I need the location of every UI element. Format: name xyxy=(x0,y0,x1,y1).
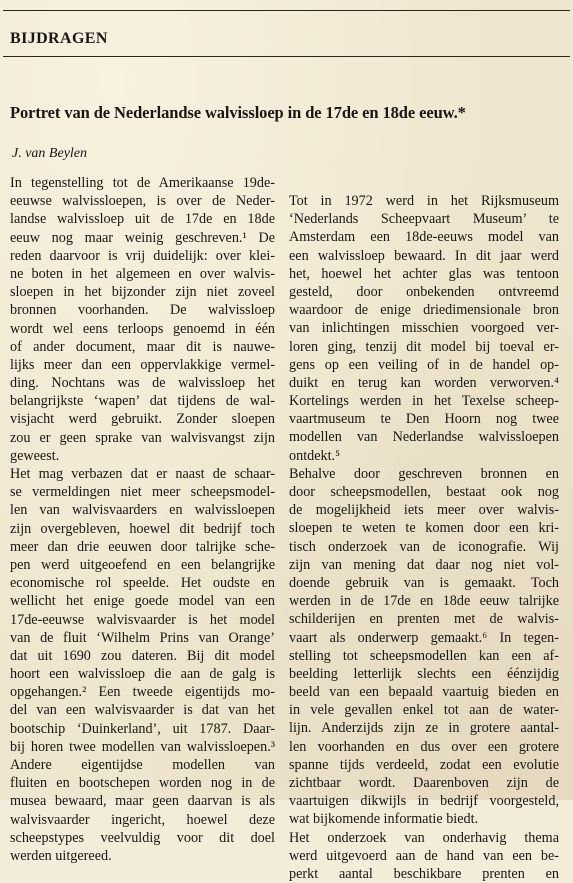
text-line: vaartuigen dikwijls in bedrijf voorgesteld, xyxy=(289,793,559,810)
text-line: doende gebruik van is gemaakt. Toch xyxy=(289,574,559,591)
text-line: zou er geen sprake van walvisvangst zijn xyxy=(10,429,275,446)
text-line: eeuw nog maar weinig geschreven.¹ De xyxy=(10,229,275,246)
text-line: ding. Nochtans was de walvissloep het xyxy=(10,375,275,392)
text-line: meer dan drie eeuwen door talrijke sche- xyxy=(10,538,275,555)
text-line: walvisvaarder ingericht, hoewel deze xyxy=(10,811,275,828)
text-line: wordt wel eens terloops genoemd in één xyxy=(10,320,275,337)
article-title: Portret van de Nederlandse walvissloep in de 17de en 18de eeuw.* xyxy=(10,103,466,122)
text-line: wat bijkomende informatie biedt. xyxy=(289,811,479,828)
text-line: waardoor de enige driedimensionale bron xyxy=(289,302,559,319)
text-line: gens op een veiling of in de handel op- xyxy=(289,356,559,373)
left-column xyxy=(10,174,275,865)
text-line: door scheepsmodellen, bestaat ook nog xyxy=(289,484,559,500)
text-line: zichtbaar wordt. Daarenboven zijn de xyxy=(289,775,559,791)
text-line: In tegenstelling tot de Amerikaanse 19de- xyxy=(10,175,275,191)
text-line: sloepen in het bijzonder zijn niet zoveel xyxy=(10,284,275,301)
text-line: belangrijkste ‘wapen’ dat tijdens de wal- xyxy=(10,393,275,410)
text-line: pen werd uitgeoefend en een belangrijke xyxy=(10,556,275,573)
text-line: 17de-eeuwse walvisvaarder is het model xyxy=(10,611,275,628)
header-rule xyxy=(3,56,570,57)
text-line: eeuwse walvissloepen, is over de Neder- xyxy=(10,193,275,210)
text-line: Amsterdam een 18de-eeuws model van xyxy=(289,229,559,246)
text-line: loren ging, tenzij dit model bij toeval er- xyxy=(289,338,559,355)
text-line: stelling tot scheepsmodellen kan een af- xyxy=(289,647,559,664)
text-line: het, hoewel het achter glas was tentoon xyxy=(289,265,559,282)
text-line: van inlichtingen misschien voorgoed ver- xyxy=(289,320,559,337)
text-line: bij horen twee modellen van walvissloepen.³ xyxy=(10,738,275,755)
text-line: perkt aantal beschikbare prenten en xyxy=(289,865,559,882)
text-line: del van een walvisvaarder is dat van het xyxy=(10,702,275,719)
text-line: ne boten in het algemeen en over walvis- xyxy=(10,265,275,282)
text-line: vaartmuseum te Den Hoorn nog twee xyxy=(289,411,559,428)
article-author: J. van Beylen xyxy=(12,146,88,161)
text-line: dat uit 1690 zou dateren. Bij dit model xyxy=(10,647,275,664)
right-column xyxy=(289,192,559,883)
text-line: werden in de 17de en 18de eeuw talrijke xyxy=(289,593,559,610)
text-line: economische rol speelde. Het oudste en xyxy=(10,575,275,592)
text-line: scheepstypes veelvuldig voor dit doel xyxy=(10,829,275,846)
text-line: hoort een walvissloep die aan de galg is xyxy=(10,666,275,683)
text-line: werd uitgevoerd aan de hand van een be- xyxy=(289,847,559,864)
text-line: ontdekt.⁵ xyxy=(289,447,341,464)
text-line: werden uitgereed. xyxy=(10,847,112,864)
text-line: ‘Nederlands Scheepvaart Museum’ te xyxy=(289,211,559,228)
text-line: of ander document, maar dit is nauwe- xyxy=(10,338,275,355)
text-line: Tot in 1972 werd in het Rijksmuseum xyxy=(289,193,559,209)
text-line: in vele gevallen enkel tot aan de water- xyxy=(289,702,559,719)
text-line: visjacht werd gebruikt. Zonder sloepen xyxy=(10,411,275,428)
text-line: gesteld, door onbekenden ontvreemd xyxy=(289,283,559,300)
text-line: tisch onderzoek van de iconografie. Wij xyxy=(289,538,559,555)
text-line: Het onderzoek van onderhavig thema xyxy=(289,829,559,846)
text-line: beelding letterlijk slechts een éénzijdig xyxy=(289,665,559,682)
text-line: wellicht het enige goede model van een xyxy=(10,593,275,610)
text-line: zijn overgebleven, hoewel dit bedrijf toch xyxy=(10,520,275,537)
text-line: len voorhanden en dus over een grotere xyxy=(289,738,559,755)
text-line: opgehangen.² Een tweede eigentijds mo- xyxy=(10,684,275,701)
section-label: BIJDRAGEN xyxy=(10,30,108,47)
text-line: Kortelings werden in het Texelse scheep- xyxy=(289,393,559,410)
text-line: geweest. xyxy=(10,447,60,464)
text-line: van de fluit ‘Wilhelm Prins van Orange’ xyxy=(10,629,275,646)
text-line: sloepen te weten te komen door een kri- xyxy=(289,520,559,537)
text-line: een walvissloep bewaard. In dit jaar werd xyxy=(289,247,559,264)
text-line: modellen van Nederlandse walvissloepen xyxy=(289,429,559,446)
text-line: beeld van een bepaald vaartuig bieden en xyxy=(289,684,559,701)
text-line: vaart als onderwerp gemaakt.⁶ In tegen- xyxy=(289,629,559,646)
text-line: lijn. Anderzijds zijn ze in grotere aantal- xyxy=(289,720,559,737)
text-line: landse walvissloep uit de 17de en 18de xyxy=(10,211,275,228)
text-line: schilderijen en prenten met de walvis- xyxy=(289,611,559,628)
top-rule xyxy=(3,10,570,11)
text-line: reden daarvoor is vrij duidelijk: over klei- xyxy=(10,247,275,264)
text-line: duikt en terug kan worden verworven.⁴ xyxy=(289,374,559,391)
text-line: bootschip ‘Duinkerland’, uit 1787. Daar- xyxy=(10,720,275,737)
text-line: musea bewaard, maar geen daarvan is als xyxy=(10,793,275,810)
text-line: fluiten en bootschepen worden nog in de xyxy=(10,775,275,792)
text-line: Behalve door geschreven bronnen en xyxy=(289,465,559,482)
text-line: len van walvisvaarders en walvissloepen xyxy=(10,502,275,519)
text-line: de mogelijkheid iets meer over walvis- xyxy=(289,502,559,519)
text-line: Andere eigentijdse modellen van xyxy=(10,757,275,773)
text-line: zijn van mening dat daar nog niet vol- xyxy=(289,556,559,573)
text-line: bronnen voorhanden. De walvissloep xyxy=(10,302,275,319)
text-line: lijks meer dan een oppervlakkige vermel- xyxy=(10,356,275,373)
text-line: spanne tijds verdeeld, zodat een evolutie xyxy=(289,756,559,773)
text-line: Het mag verbazen dat er naast de schaar- xyxy=(10,466,275,482)
text-line: se vermeldingen niet meer scheepsmodel- xyxy=(10,484,275,501)
